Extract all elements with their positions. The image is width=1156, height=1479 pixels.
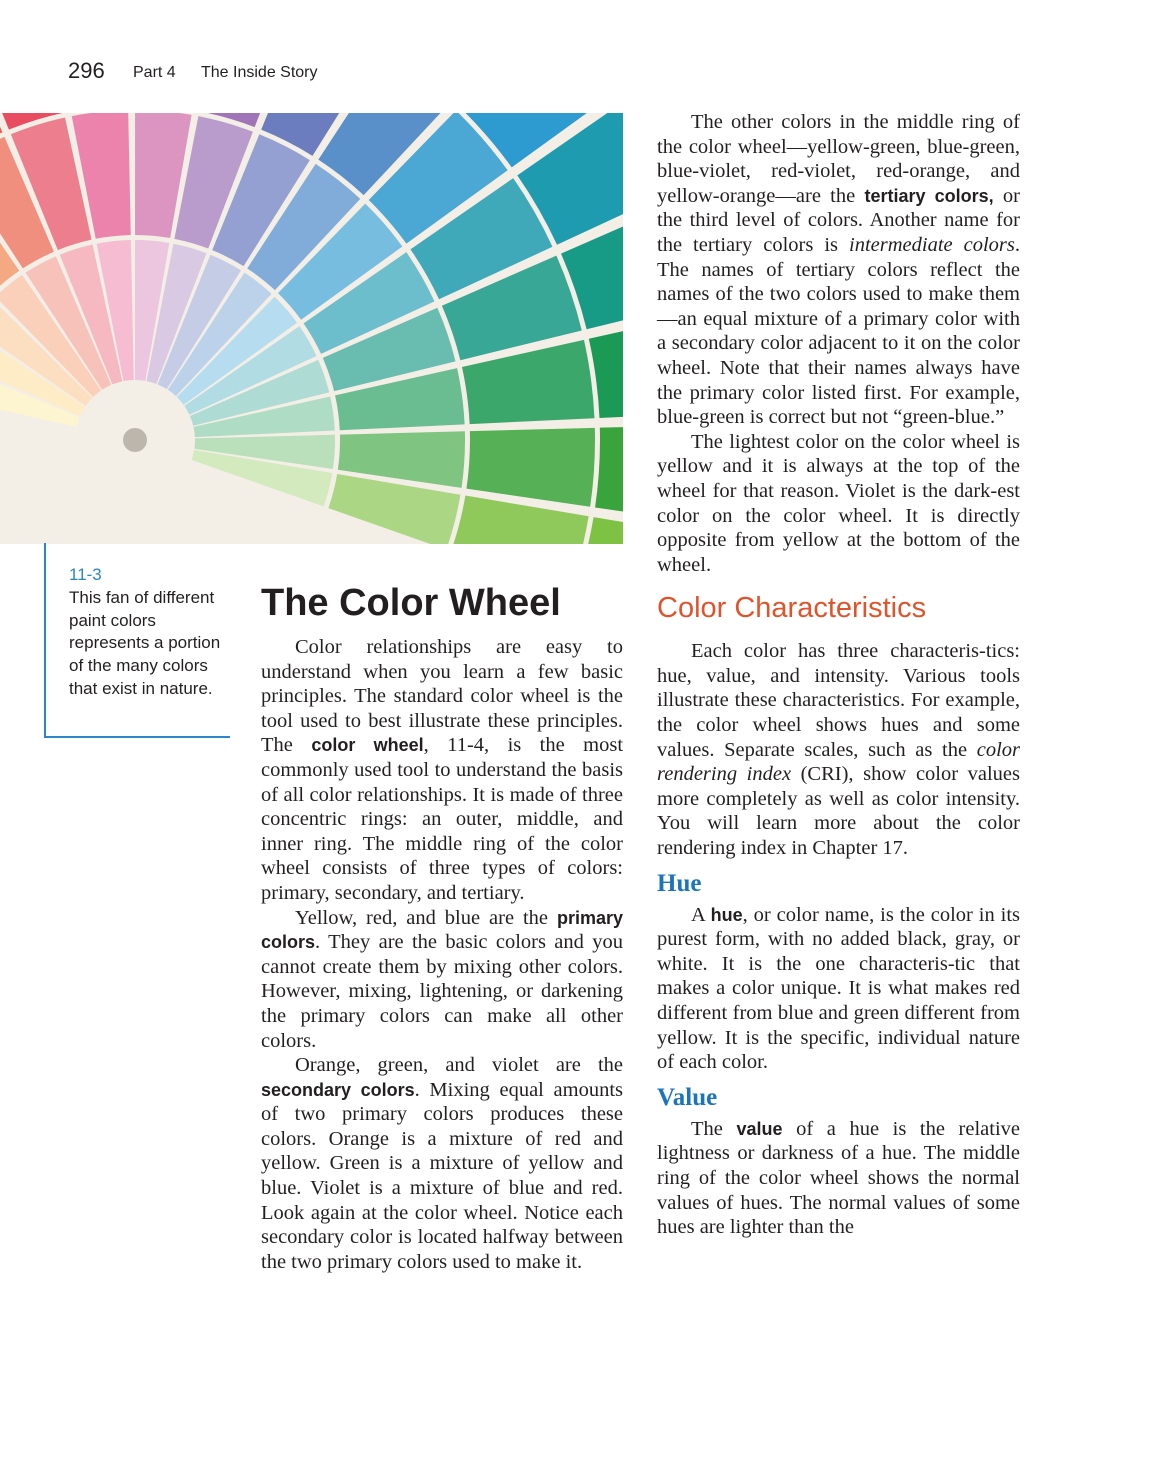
text-run: . Mixing equal amounts of two primary colors produces these colors. Orange is a mixture of red and yellow. Green is a mixture of yellow and blue. Violet is a mixture of blue and red. Look again at the color wheel. Notice each secondary color is located halfway between the two primary colors used to make it. xyxy=(261,1078,624,1273)
key-term: tertiary colors, xyxy=(864,185,994,206)
heading-color-characteristics: Color Characteristics xyxy=(657,592,927,625)
right-column xyxy=(657,110,1020,1240)
text-run: The lightest color on the color wheel is yellow and it is always at the top of the wheel for that reason. Violet is the dark-est color on the color wheel. It is directly opposite from yellow at the bottom of the wheel. xyxy=(657,430,1020,576)
key-term: color wheel xyxy=(311,735,424,756)
value-text xyxy=(657,1117,1020,1240)
italic-term: color rendering index xyxy=(657,738,1020,786)
caption-text: This fan of different paint colors represents a portion of the many colors that exist in nature. xyxy=(69,588,221,698)
page-number: 296 xyxy=(68,58,105,83)
text-run: Color relationships are easy to understand when you learn a few basic principles. The standard color wheel is the tool used to best illustrate these principles. The xyxy=(261,636,623,757)
characteristics-text xyxy=(657,639,1020,860)
part-title: The Inside Story xyxy=(201,64,318,81)
heading-value: Value xyxy=(657,1083,718,1111)
text-run: or the third level of colors. Another name for the tertiary colors is xyxy=(657,184,1021,256)
paragraph xyxy=(657,1117,1020,1240)
hue-text xyxy=(657,903,1020,1075)
paragraph xyxy=(657,903,1020,1075)
key-term: primary colors xyxy=(261,907,623,953)
tertiary-text xyxy=(657,110,1020,577)
part-label: Part 4 xyxy=(133,64,176,81)
paragraph xyxy=(657,110,1020,430)
figure-caption xyxy=(44,543,230,738)
paragraph xyxy=(261,635,623,906)
paragraph xyxy=(657,639,1020,860)
section-title: The Color Wheel xyxy=(261,582,561,624)
text-run: . They are the basic colors and you cannot create them by mixing other colors. However, mixing, lightening, or darkening the primary colors can make all other colors. xyxy=(261,931,623,1052)
text-run: , or color name, is the color in its purest form, with no added black, gray, or white. It is the one characteris-tic that makes a color unique. It is what makes red different from blue and green different from yellow. It is the specific, individual nature of each color. xyxy=(657,903,1020,1074)
text-run: Orange, green, and violet are the xyxy=(295,1054,623,1077)
text-run: , 11-4, is the most commonly used tool to understand the basis of all color relationships. It is made of three concentric rings: an outer, middle, and inner ring. The middle ring of the color wheel consists of three types of colors: primary, secondary, and tertiary. xyxy=(261,734,624,904)
text-run: Yellow, red, and blue are the xyxy=(295,906,557,929)
text-run: A xyxy=(691,903,711,926)
text-run: The xyxy=(691,1117,737,1140)
text-run: of a hue is the relative lightness or darkness of a hue. The middle ring of the color wheel shows the normal values of hues. The normal values of some hues are lighter than the xyxy=(657,1117,1021,1239)
paragraph xyxy=(261,906,623,1054)
text-run: The other colors in the middle ring of the color wheel—yellow-green, blue-green, blue-violet, red-violet, red-orange, and yellow-orange—are the xyxy=(657,111,1020,207)
heading-hue: Hue xyxy=(657,869,702,897)
left-column xyxy=(261,635,623,1274)
italic-term: intermediate colors xyxy=(849,233,1015,256)
paint-fan-photo xyxy=(0,113,623,544)
text-run: Each color has three characteris-tics: hue, value, and intensity. Various tools illustrate these characteristics. For example, the color wheel shows hues and some values. Separate scales, such as the xyxy=(657,640,1020,761)
key-term: secondary colors xyxy=(261,1079,415,1100)
figure-number: 11-3 xyxy=(69,565,102,584)
key-term: value xyxy=(736,1118,783,1139)
key-term: hue xyxy=(710,904,743,925)
text-run: . The names of tertiary colors reflect the names of the two colors used to make them—an equal mixture of a primary color with a secondary color adjacent to it on the color wheel. Note that their names always have the primary color listed first. For example, blue-green is correct but not “green-blue.” xyxy=(657,233,1020,429)
paragraph xyxy=(261,1053,623,1274)
fan-rivet-icon xyxy=(123,428,147,452)
paragraph xyxy=(657,430,1020,578)
text-run: (CRI), show color values more completely as well as color intensity. You will learn more about the color rendering index in Chapter 17. xyxy=(657,763,1020,860)
